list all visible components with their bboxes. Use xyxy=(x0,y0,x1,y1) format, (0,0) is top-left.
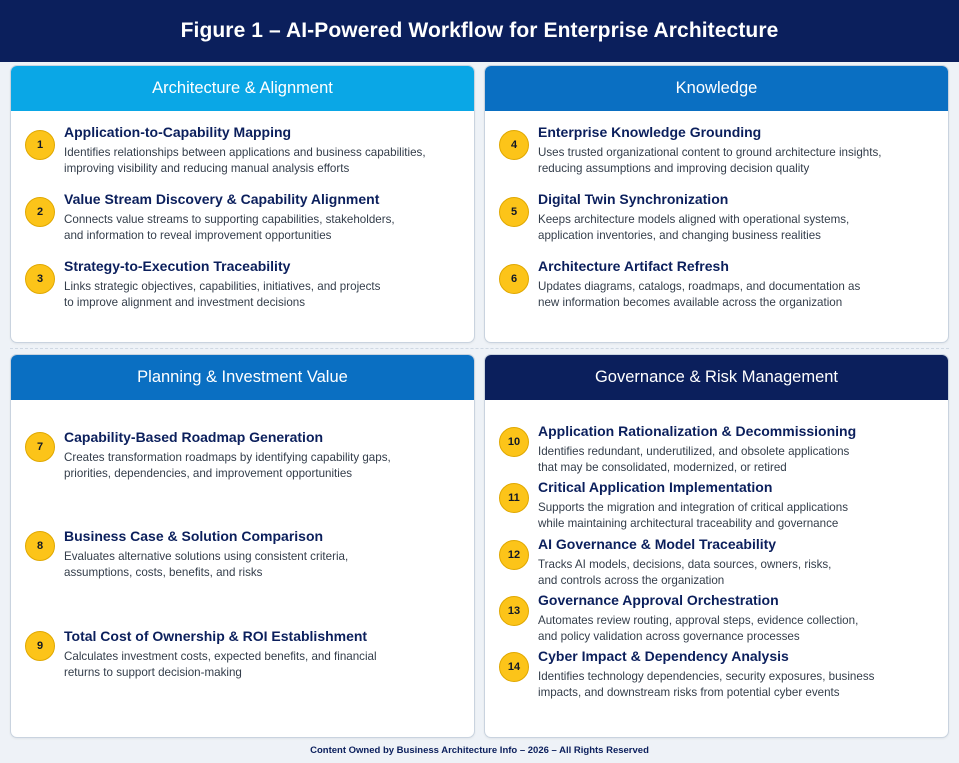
description-line: assumptions, costs, benefits, and risks xyxy=(64,565,263,579)
item-title: Critical Application Implementation xyxy=(538,479,773,495)
description-line: Automates review routing, approval steps, evidence collection, xyxy=(538,614,859,627)
step-number-badge: 4 xyxy=(499,130,529,160)
workflow-item xyxy=(485,258,948,318)
item-description xyxy=(538,212,938,243)
description-line: that may be consolidated, modernized, or retired xyxy=(538,460,787,474)
title-banner xyxy=(0,0,959,62)
panel-heading: Governance & Risk Management xyxy=(485,355,948,400)
item-description xyxy=(64,212,464,243)
workflow-item xyxy=(11,191,474,251)
description-line: impacts, and downstream risks from potential cyber events xyxy=(538,685,840,699)
workflow-item xyxy=(11,628,474,688)
description-line: and controls across the organization xyxy=(538,573,725,587)
item-description xyxy=(538,145,938,176)
item-title: Application Rationalization & Decommissioning xyxy=(538,423,857,439)
description-line: and policy validation across governance processes xyxy=(538,629,800,643)
description-line: Identifies relationships between applications and business capabilities, xyxy=(64,146,426,159)
panel-governance-risk xyxy=(484,354,949,738)
item-title: Application-to-Capability Mapping xyxy=(64,124,292,140)
copyright-footer: Content Owned by Business Architecture Info – 2026 – All Rights Reserved xyxy=(310,745,649,756)
description-line: reducing assumptions and improving decision quality xyxy=(538,161,810,175)
description-line: Tracks AI models, decisions, data sources, owners, risks, xyxy=(538,558,832,571)
item-description xyxy=(64,450,464,481)
workflow-item xyxy=(11,124,474,184)
description-line: Supports the migration and integration of critical applications xyxy=(538,501,848,514)
step-number-badge: 6 xyxy=(499,264,529,294)
item-description xyxy=(64,549,464,580)
workflow-item xyxy=(485,592,948,652)
description-line: Identifies redundant, underutilized, and obsolete applications xyxy=(538,445,850,458)
step-number-badge: 9 xyxy=(25,631,55,661)
workflow-item xyxy=(485,479,948,539)
item-description xyxy=(538,613,938,644)
panel-heading: Planning & Investment Value xyxy=(11,355,474,400)
step-number-badge: 2 xyxy=(25,197,55,227)
description-line: Uses trusted organizational content to ground architecture insights, xyxy=(538,146,882,159)
description-line: new information becomes available across the organization xyxy=(538,295,843,309)
item-title: AI Governance & Model Traceability xyxy=(538,536,777,552)
description-line: Updates diagrams, catalogs, roadmaps, and documentation as xyxy=(538,280,861,293)
description-line: priorities, dependencies, and improvement opportunities xyxy=(64,466,353,480)
workflow-item xyxy=(485,536,948,596)
description-line: Links strategic objectives, capabilities, initiatives, and projects xyxy=(64,280,381,293)
section-divider xyxy=(10,348,949,349)
workflow-item xyxy=(485,191,948,251)
step-number-badge: 11 xyxy=(499,483,529,513)
step-number-badge: 14 xyxy=(499,652,529,682)
workflow-item xyxy=(485,648,948,708)
description-line: returns to support decision-making xyxy=(64,665,242,679)
step-number-badge: 13 xyxy=(499,596,529,626)
step-number-badge: 7 xyxy=(25,432,55,462)
description-line: to improve alignment and investment decisions xyxy=(64,295,306,309)
description-line: Creates transformation roadmaps by identifying capability gaps, xyxy=(64,451,391,464)
description-line: and information to reveal improvement opportunities xyxy=(64,228,332,242)
description-line: Connects value streams to supporting capabilities, stakeholders, xyxy=(64,213,395,226)
description-line: Evaluates alternative solutions using consistent criteria, xyxy=(64,550,349,563)
panel-heading: Architecture & Alignment xyxy=(11,66,474,111)
panel-knowledge xyxy=(484,65,949,343)
page-title: Figure 1 – AI-Powered Workflow for Enterprise Architecture xyxy=(180,19,779,42)
item-description xyxy=(64,649,464,680)
description-line: while maintaining architectural traceability and governance xyxy=(538,516,839,530)
item-description xyxy=(538,500,938,531)
workflow-item xyxy=(11,429,474,489)
description-line: improving visibility and reducing manual analysis efforts xyxy=(64,161,350,175)
item-title: Business Case & Solution Comparison xyxy=(64,528,324,544)
item-title: Governance Approval Orchestration xyxy=(538,592,779,608)
panel-planning-investment xyxy=(10,354,475,738)
item-title: Architecture Artifact Refresh xyxy=(538,258,729,274)
item-description xyxy=(64,279,464,310)
workflow-item xyxy=(11,528,474,588)
item-title: Capability-Based Roadmap Generation xyxy=(64,429,324,445)
workflow-item xyxy=(485,124,948,184)
item-title: Strategy-to-Execution Traceability xyxy=(64,258,291,274)
step-number-badge: 5 xyxy=(499,197,529,227)
step-number-badge: 12 xyxy=(499,540,529,570)
workflow-item xyxy=(11,258,474,318)
step-number-badge: 1 xyxy=(25,130,55,160)
step-number-badge: 10 xyxy=(499,427,529,457)
item-description xyxy=(538,669,938,700)
item-description xyxy=(538,557,938,588)
description-line: application inventories, and changing business realities xyxy=(538,228,821,242)
item-description xyxy=(538,279,938,310)
workflow-item xyxy=(485,423,948,483)
step-number-badge: 3 xyxy=(25,264,55,294)
description-line: Identifies technology dependencies, security exposures, business xyxy=(538,670,875,683)
panel-heading: Knowledge xyxy=(485,66,948,111)
item-title: Cyber Impact & Dependency Analysis xyxy=(538,648,789,664)
step-number-badge: 8 xyxy=(25,531,55,561)
item-title: Digital Twin Synchronization xyxy=(538,191,729,207)
item-description xyxy=(64,145,464,176)
description-line: Calculates investment costs, expected benefits, and financial xyxy=(64,650,377,663)
item-title: Total Cost of Ownership & ROI Establishment xyxy=(64,628,368,644)
item-description xyxy=(538,444,938,475)
item-title: Value Stream Discovery & Capability Alignment xyxy=(64,191,380,207)
item-title: Enterprise Knowledge Grounding xyxy=(538,124,762,140)
panel-architecture-alignment xyxy=(10,65,475,343)
description-line: Keeps architecture models aligned with operational systems, xyxy=(538,213,850,226)
